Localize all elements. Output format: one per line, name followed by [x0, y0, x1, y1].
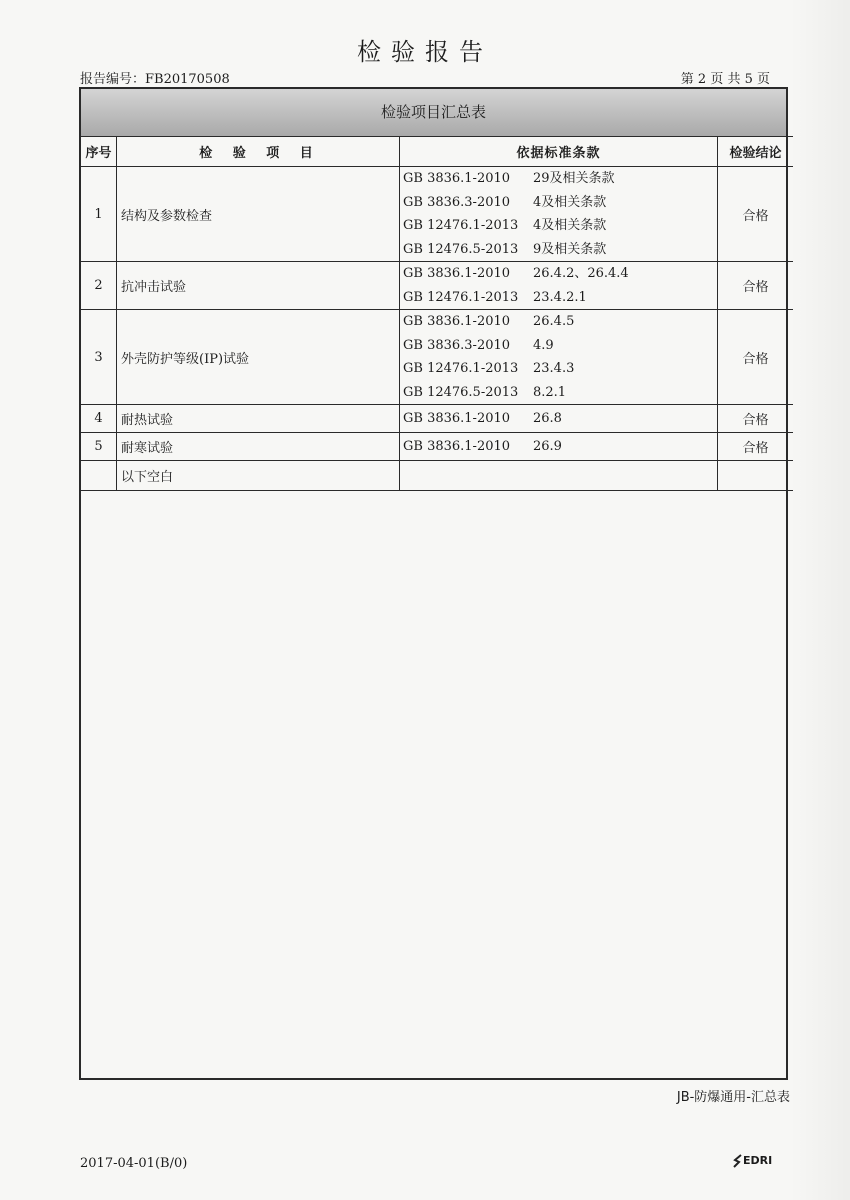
standard-clause: 4及相关条款	[533, 218, 607, 233]
standard-clause: 8.2.1	[533, 384, 567, 400]
standard-clauses	[400, 433, 718, 461]
col-header-item: 检 验 项 目	[117, 137, 400, 167]
standard-clause: 23.4.3	[533, 361, 575, 376]
logo-text: EDRI	[743, 1154, 773, 1167]
standard-line	[400, 435, 717, 459]
summary-table	[81, 136, 793, 491]
scan-edge-shadow	[790, 0, 850, 1200]
standard-line	[400, 310, 717, 334]
table-title: 检验项目汇总表	[81, 89, 786, 137]
table-row	[81, 167, 793, 262]
standard-code: GB 12476.1-2013	[403, 289, 519, 305]
standard-code: GB 3836.3-2010	[403, 337, 511, 353]
test-item: 耐寒试验	[117, 433, 400, 461]
blank-row	[81, 461, 793, 491]
standard-clause: 23.4.2.1	[533, 289, 587, 305]
row-number: 4	[81, 405, 117, 433]
standard-code: GB 12476.5-2013	[403, 384, 519, 400]
standard-clauses	[400, 405, 718, 433]
blank-cell	[718, 461, 794, 491]
standard-clause: 26.9	[533, 438, 562, 454]
test-result: 合格	[718, 262, 794, 310]
edri-logo	[733, 1154, 772, 1168]
standard-code: GB 12476.1-2013	[403, 218, 519, 233]
standard-code: GB 3836.1-2010	[403, 266, 511, 281]
row-number: 5	[81, 433, 117, 461]
test-result: 合格	[718, 167, 794, 262]
standard-code: GB 12476.5-2013	[403, 241, 519, 257]
blank-note: 以下空白	[117, 461, 400, 491]
table-row	[81, 310, 793, 405]
standard-line	[400, 334, 717, 358]
col-header-no: 序号	[81, 137, 117, 167]
standard-clause: 4及相关条款	[533, 194, 607, 210]
report-number: 报告编号：FB20170508	[80, 72, 230, 87]
standard-line	[400, 381, 717, 405]
table-row	[81, 405, 793, 433]
standard-line	[400, 191, 717, 215]
header-row	[81, 137, 793, 167]
blank-cell	[400, 461, 718, 491]
standard-code: GB 12476.1-2013	[403, 361, 519, 376]
page-info: 第 2 页 共 5 页	[680, 72, 770, 87]
standard-clause: 26.4.2、26.4.4	[533, 266, 629, 281]
standard-clauses	[400, 262, 718, 310]
standard-clause: 9及相关条款	[533, 241, 607, 257]
table-row	[81, 433, 793, 461]
standard-clauses	[400, 310, 718, 405]
test-item: 抗冲击试验	[117, 262, 400, 310]
col-header-standard: 依据标准条款	[400, 137, 718, 167]
test-result: 合格	[718, 310, 794, 405]
form-code: JB-防爆通用-汇总表	[676, 1090, 790, 1105]
row-number: 2	[81, 262, 117, 310]
standard-code: GB 3836.1-2010	[403, 438, 511, 454]
standard-code: GB 3836.3-2010	[403, 194, 511, 210]
date-version: 2017-04-01(B/0)	[80, 1156, 188, 1171]
standard-line	[400, 407, 717, 431]
standard-line	[400, 262, 717, 286]
test-item: 耐热试验	[117, 405, 400, 433]
standard-clauses	[400, 167, 718, 262]
standard-clause: 26.8	[533, 410, 562, 426]
report-title: 检验报告	[357, 38, 493, 66]
test-result: 合格	[718, 433, 794, 461]
standard-code: GB 3836.1-2010	[403, 171, 511, 186]
row-number: 1	[81, 167, 117, 262]
standard-line	[400, 357, 717, 381]
test-item: 结构及参数检查	[117, 167, 400, 262]
standard-clause: 29及相关条款	[533, 171, 615, 186]
blank-cell	[81, 461, 117, 491]
test-item: 外壳防护等级(IP)试验	[117, 310, 400, 405]
standard-code: GB 3836.1-2010	[403, 314, 511, 329]
summary-frame	[79, 87, 788, 1080]
standard-line	[400, 238, 717, 262]
standard-clause: 4.9	[533, 337, 554, 353]
row-number: 3	[81, 310, 117, 405]
standard-line	[400, 214, 717, 238]
standard-line	[400, 286, 717, 310]
standard-clause: 26.4.5	[533, 314, 575, 329]
logo-mark-icon	[733, 1154, 743, 1168]
standard-line	[400, 167, 717, 191]
test-result: 合格	[718, 405, 794, 433]
col-header-result: 检验结论	[718, 137, 794, 167]
table-row	[81, 262, 793, 310]
standard-code: GB 3836.1-2010	[403, 410, 511, 426]
